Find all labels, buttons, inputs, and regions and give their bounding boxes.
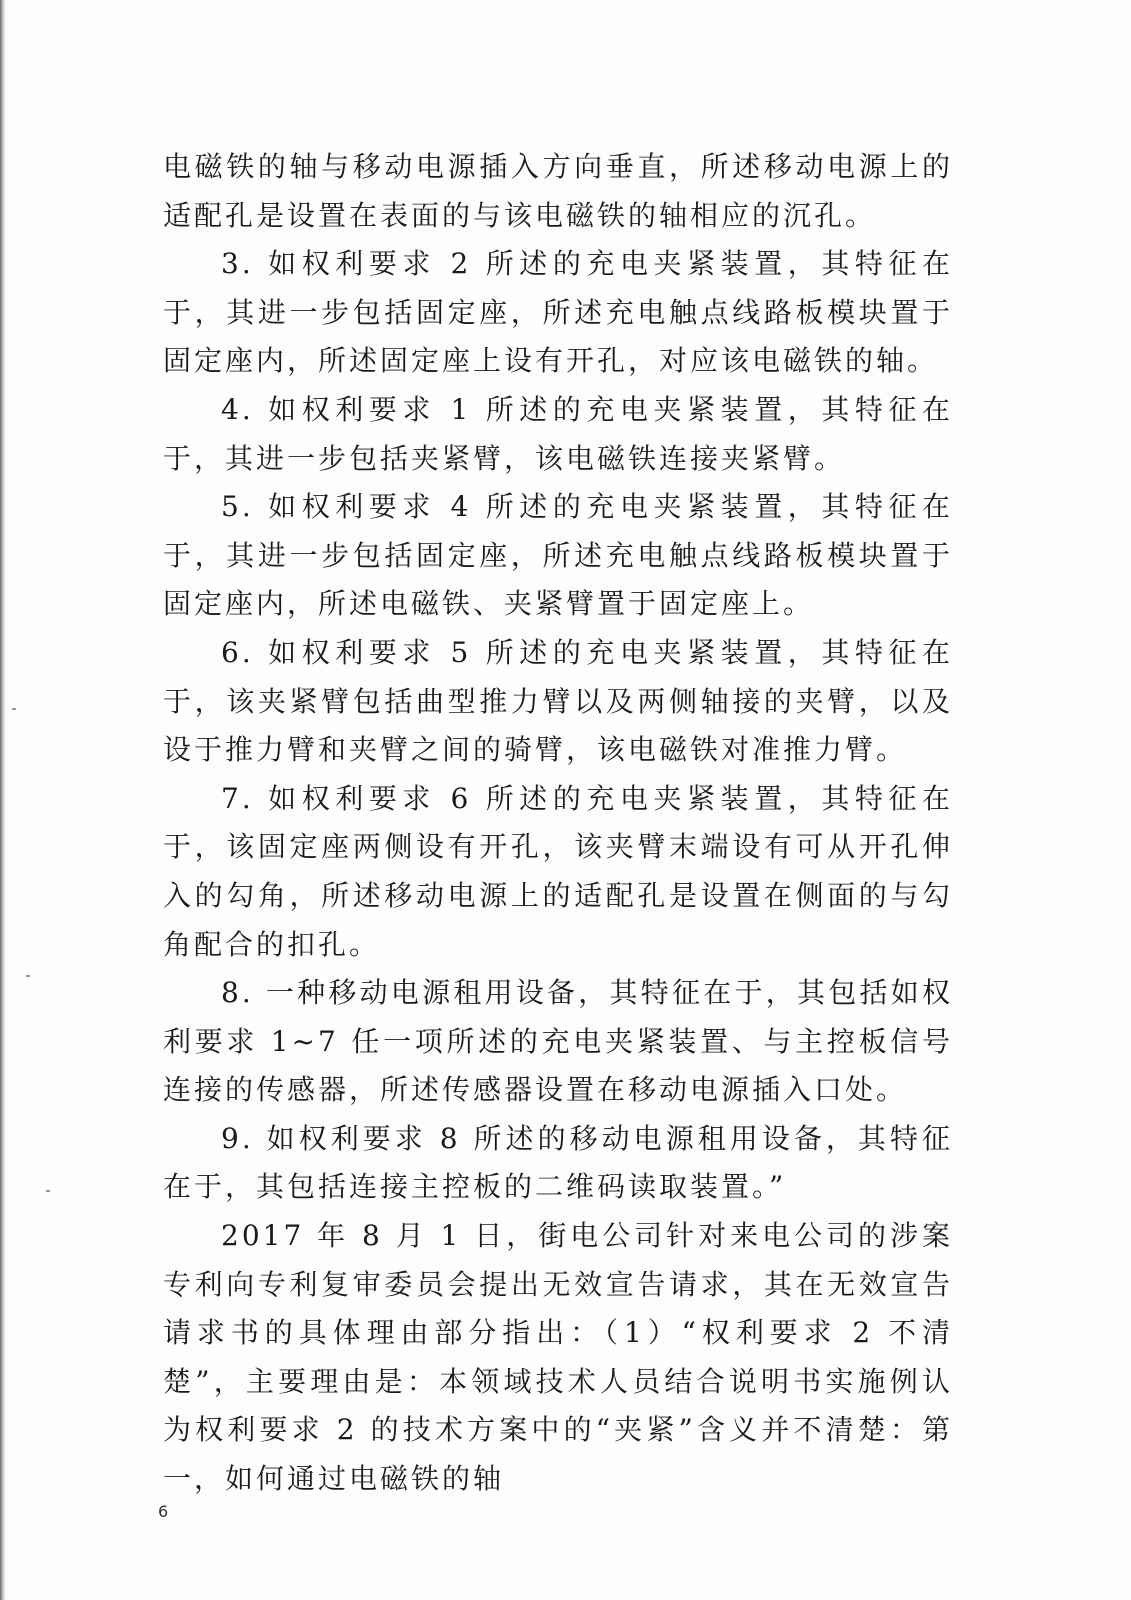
paragraph-claim-6: 6. 如权利要求 5 所述的充电夹紧装置，其特征在于，该夹紧臂包括曲型推力臂以及两侧轴接的夹臂，以及设于推力臂和夹臂之间的骑臂，该电磁铁对准推力臂。 bbox=[163, 635, 953, 767]
paragraph-claim-3: 3. 如权利要求 2 所述的充电夹紧装置，其特征在于，其进一步包括固定座，所述充电触点线路板模块置于固定座内，所述固定座上设有开孔，对应该电磁铁的轴。 bbox=[163, 247, 953, 378]
paragraph-claim-8: 8. 一种移动电源租用设备，其特征在于，其包括如权利要求 1~7 任一项所述的充电夹紧装置、与主控板信号连接的传感器，所述传感器设置在移动电源插入口处。 bbox=[163, 976, 953, 1107]
paragraph-claim-5: 5. 如权利要求 4 所述的充电夹紧装置，其特征在于，其进一步包括固定座，所述充电触点线路板模块置于固定座内，所述电磁铁、夹紧臂置于固定座上。 bbox=[163, 490, 953, 621]
scan-edge-shadow bbox=[0, 0, 6, 1600]
paragraph-claim-7: 7. 如权利要求 6 所述的充电夹紧装置，其特征在于，该固定座两侧设有开孔，该夹臂末端设有可从开孔伸入的勾角，所述移动电源上的适配孔是设置在侧面的与勾角配合的扣孔。 bbox=[163, 781, 953, 961]
document-body bbox=[163, 143, 953, 1504]
paragraph-claim-4: 4. 如权利要求 1 所述的充电夹紧装置，其特征在于，其进一步包括夹紧臂，该电磁铁连接夹紧臂。 bbox=[163, 392, 953, 475]
scan-speck bbox=[26, 975, 30, 977]
paragraph-continuation: 电磁铁的轴与移动电源插入方向垂直，所述移动电源上的适配孔是设置在表面的与该电磁铁的轴相应的沉孔。 bbox=[163, 150, 953, 232]
scan-speck bbox=[46, 1190, 50, 1192]
page-number: 6 bbox=[158, 1502, 169, 1521]
paragraph-claim-9: 9. 如权利要求 8 所述的移动电源租用设备，其特征在于，其包括连接主控板的二维码读取装置。” bbox=[163, 1121, 953, 1204]
scan-speck bbox=[12, 708, 16, 710]
paragraph-invalidation-request: 2017 年 8 月 1 日，街电公司针对来电公司的涉案专利向专利复审委员会提出无效宣告请求，其在无效宣告请求书的具体理由部分指出：（1）“权利要求 2 不清楚”，主要理由是：本领域技术人员结合说明书实施例认为权利要求 2 的技术方案中的“夹紧”含义并不清楚：第一，如何通过电磁铁的轴 bbox=[163, 1219, 953, 1496]
